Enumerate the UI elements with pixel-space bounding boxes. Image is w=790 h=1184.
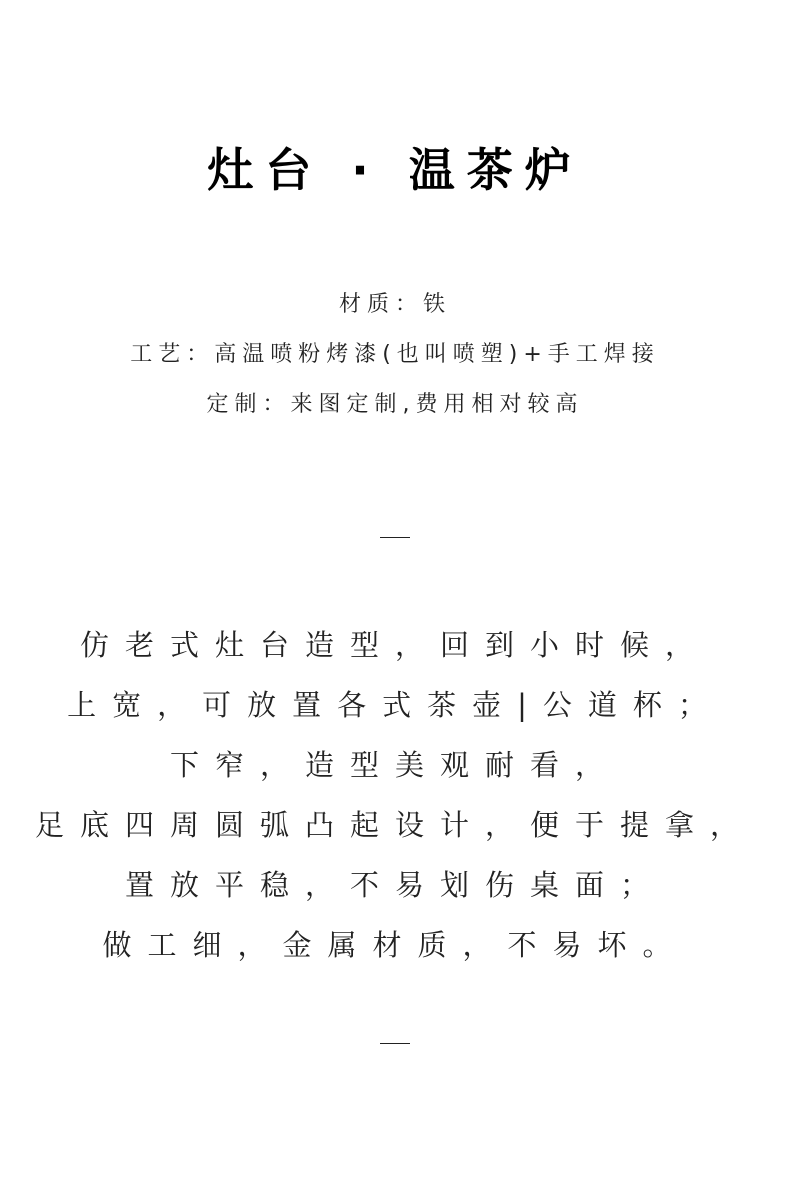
spec-list	[0, 280, 790, 430]
description-line: 仿老式灶台造型，回到小时候，	[79, 628, 710, 662]
description-list	[0, 615, 790, 975]
description-line: 上宽，可放置各式茶壶|公道杯；	[67, 688, 723, 722]
description-line: 下窄，造型美观耐看，	[169, 748, 620, 782]
description-line: 置放平稳，不易划伤桌面；	[124, 868, 665, 902]
spec-craft: 工艺：高温喷粉烤漆(也叫喷塑)+手工焊接	[130, 342, 660, 367]
divider-top	[380, 537, 410, 538]
description-line: 足底四周圆弧凸起设计，便于提拿，	[34, 808, 755, 842]
spec-material: 材质：铁	[338, 292, 451, 317]
divider-bottom	[380, 1043, 410, 1044]
spec-customization: 定制：来图定制,费用相对较高	[206, 392, 584, 417]
page-title: 灶台 · 温茶炉	[207, 142, 583, 197]
description-line: 做工细，金属材质，不易坏。	[102, 928, 688, 962]
